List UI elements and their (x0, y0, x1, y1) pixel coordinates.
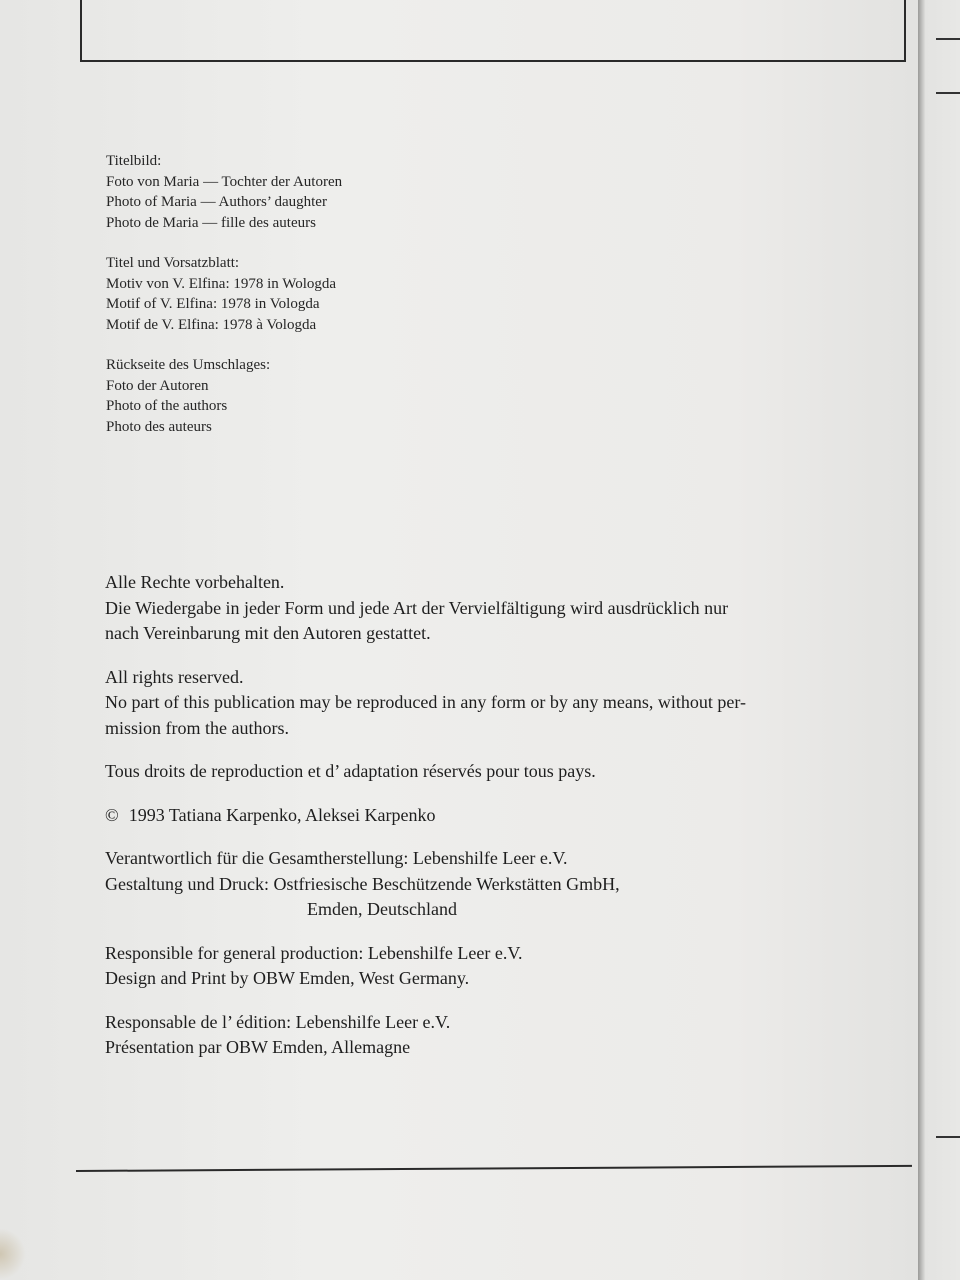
cover-credit-fr: Photo de Maria — fille des auteurs (106, 214, 316, 231)
cover-credit-de: Foto von Maria — Tochter der Autoren (106, 173, 343, 190)
cover-credit-en: Photo of Maria — Authors’ daughter (106, 194, 327, 210)
rights-fr-line: Tous droits de reproduction et d’ adaptation réservés pour tous pays. (105, 761, 596, 781)
bottom-rule (76, 1165, 912, 1172)
production-fr (105, 1010, 865, 1061)
copyright-symbol: © (105, 804, 119, 825)
legal-notice (105, 570, 865, 1079)
page-edge-mark (936, 1136, 960, 1138)
back-cover-credit (106, 355, 526, 437)
production-de (105, 846, 865, 923)
production-en-line-1: Responsible for general production: Lebenshilfe Leer e.V. (105, 942, 523, 963)
rights-de-line-3: nach Vereinbarung mit den Autoren gestattet. (105, 623, 431, 643)
production-de-line-2: Gestaltung und Druck: Ostfriesische Beschützende Werkstätten GmbH, (105, 873, 620, 894)
rights-fr (105, 759, 865, 785)
page-stain (0, 1228, 26, 1280)
production-de-line-3: Emden, Deutschland (307, 899, 457, 919)
production-fr-line-2: Présentation par OBW Emden, Allemagne (105, 1037, 411, 1057)
image-credits (106, 151, 526, 457)
title-endpaper-credit (106, 253, 526, 335)
cover-credit (106, 151, 526, 233)
page-edge-mark (936, 38, 960, 40)
back-cover-en: Photo of the authors (106, 398, 228, 414)
back-cover-de: Foto der Autoren (106, 377, 209, 394)
title-endpaper-fr: Motif de V. Elfina: 1978 à Vologda (106, 316, 317, 333)
production-en-line-2: Design and Print by OBW Emden, West Germany. (105, 968, 470, 988)
page-edge-mark (936, 92, 960, 94)
rights-de-line-1: Alle Rechte vorbehalten. (105, 572, 285, 592)
title-endpaper-en: Motif of V. Elfina: 1978 in Vologda (106, 296, 320, 312)
back-cover-fr: Photo des auteurs (106, 418, 212, 435)
title-endpaper-heading: Titel und Vorsatzblatt: (106, 255, 240, 271)
copyright-text: 1993 Tatiana Karpenko, Aleksei Karpenko (128, 804, 436, 825)
top-frame-border (80, 0, 906, 62)
adjacent-page-edge (918, 0, 960, 1280)
back-cover-heading: Rückseite des Umschlages: (106, 357, 271, 373)
title-endpaper-de: Motiv von V. Elfina: 1978 in Wologda (106, 275, 337, 292)
production-fr-line-1: Responsable de l’ édition: Lebenshilfe Leer e.V. (105, 1011, 451, 1032)
rights-en-line-1: All rights reserved. (105, 666, 244, 687)
rights-en (105, 665, 865, 742)
rights-de (105, 570, 865, 647)
production-de-line-1: Verantwortlich für die Gesamtherstellung: Lebenshilfe Leer e.V. (105, 848, 568, 868)
cover-credit-heading: Titelbild: (106, 153, 162, 169)
rights-de-line-2: Die Wiedergabe in jeder Form und jede Art der Vervielfältigung wird ausdrücklich nur (105, 597, 729, 618)
production-en (105, 941, 865, 992)
copyright-line (105, 803, 865, 829)
rights-en-line-2: No part of this publication may be reproduced in any form or by any means, without per- (105, 692, 746, 712)
rights-en-line-3: mission from the authors. (105, 717, 289, 738)
